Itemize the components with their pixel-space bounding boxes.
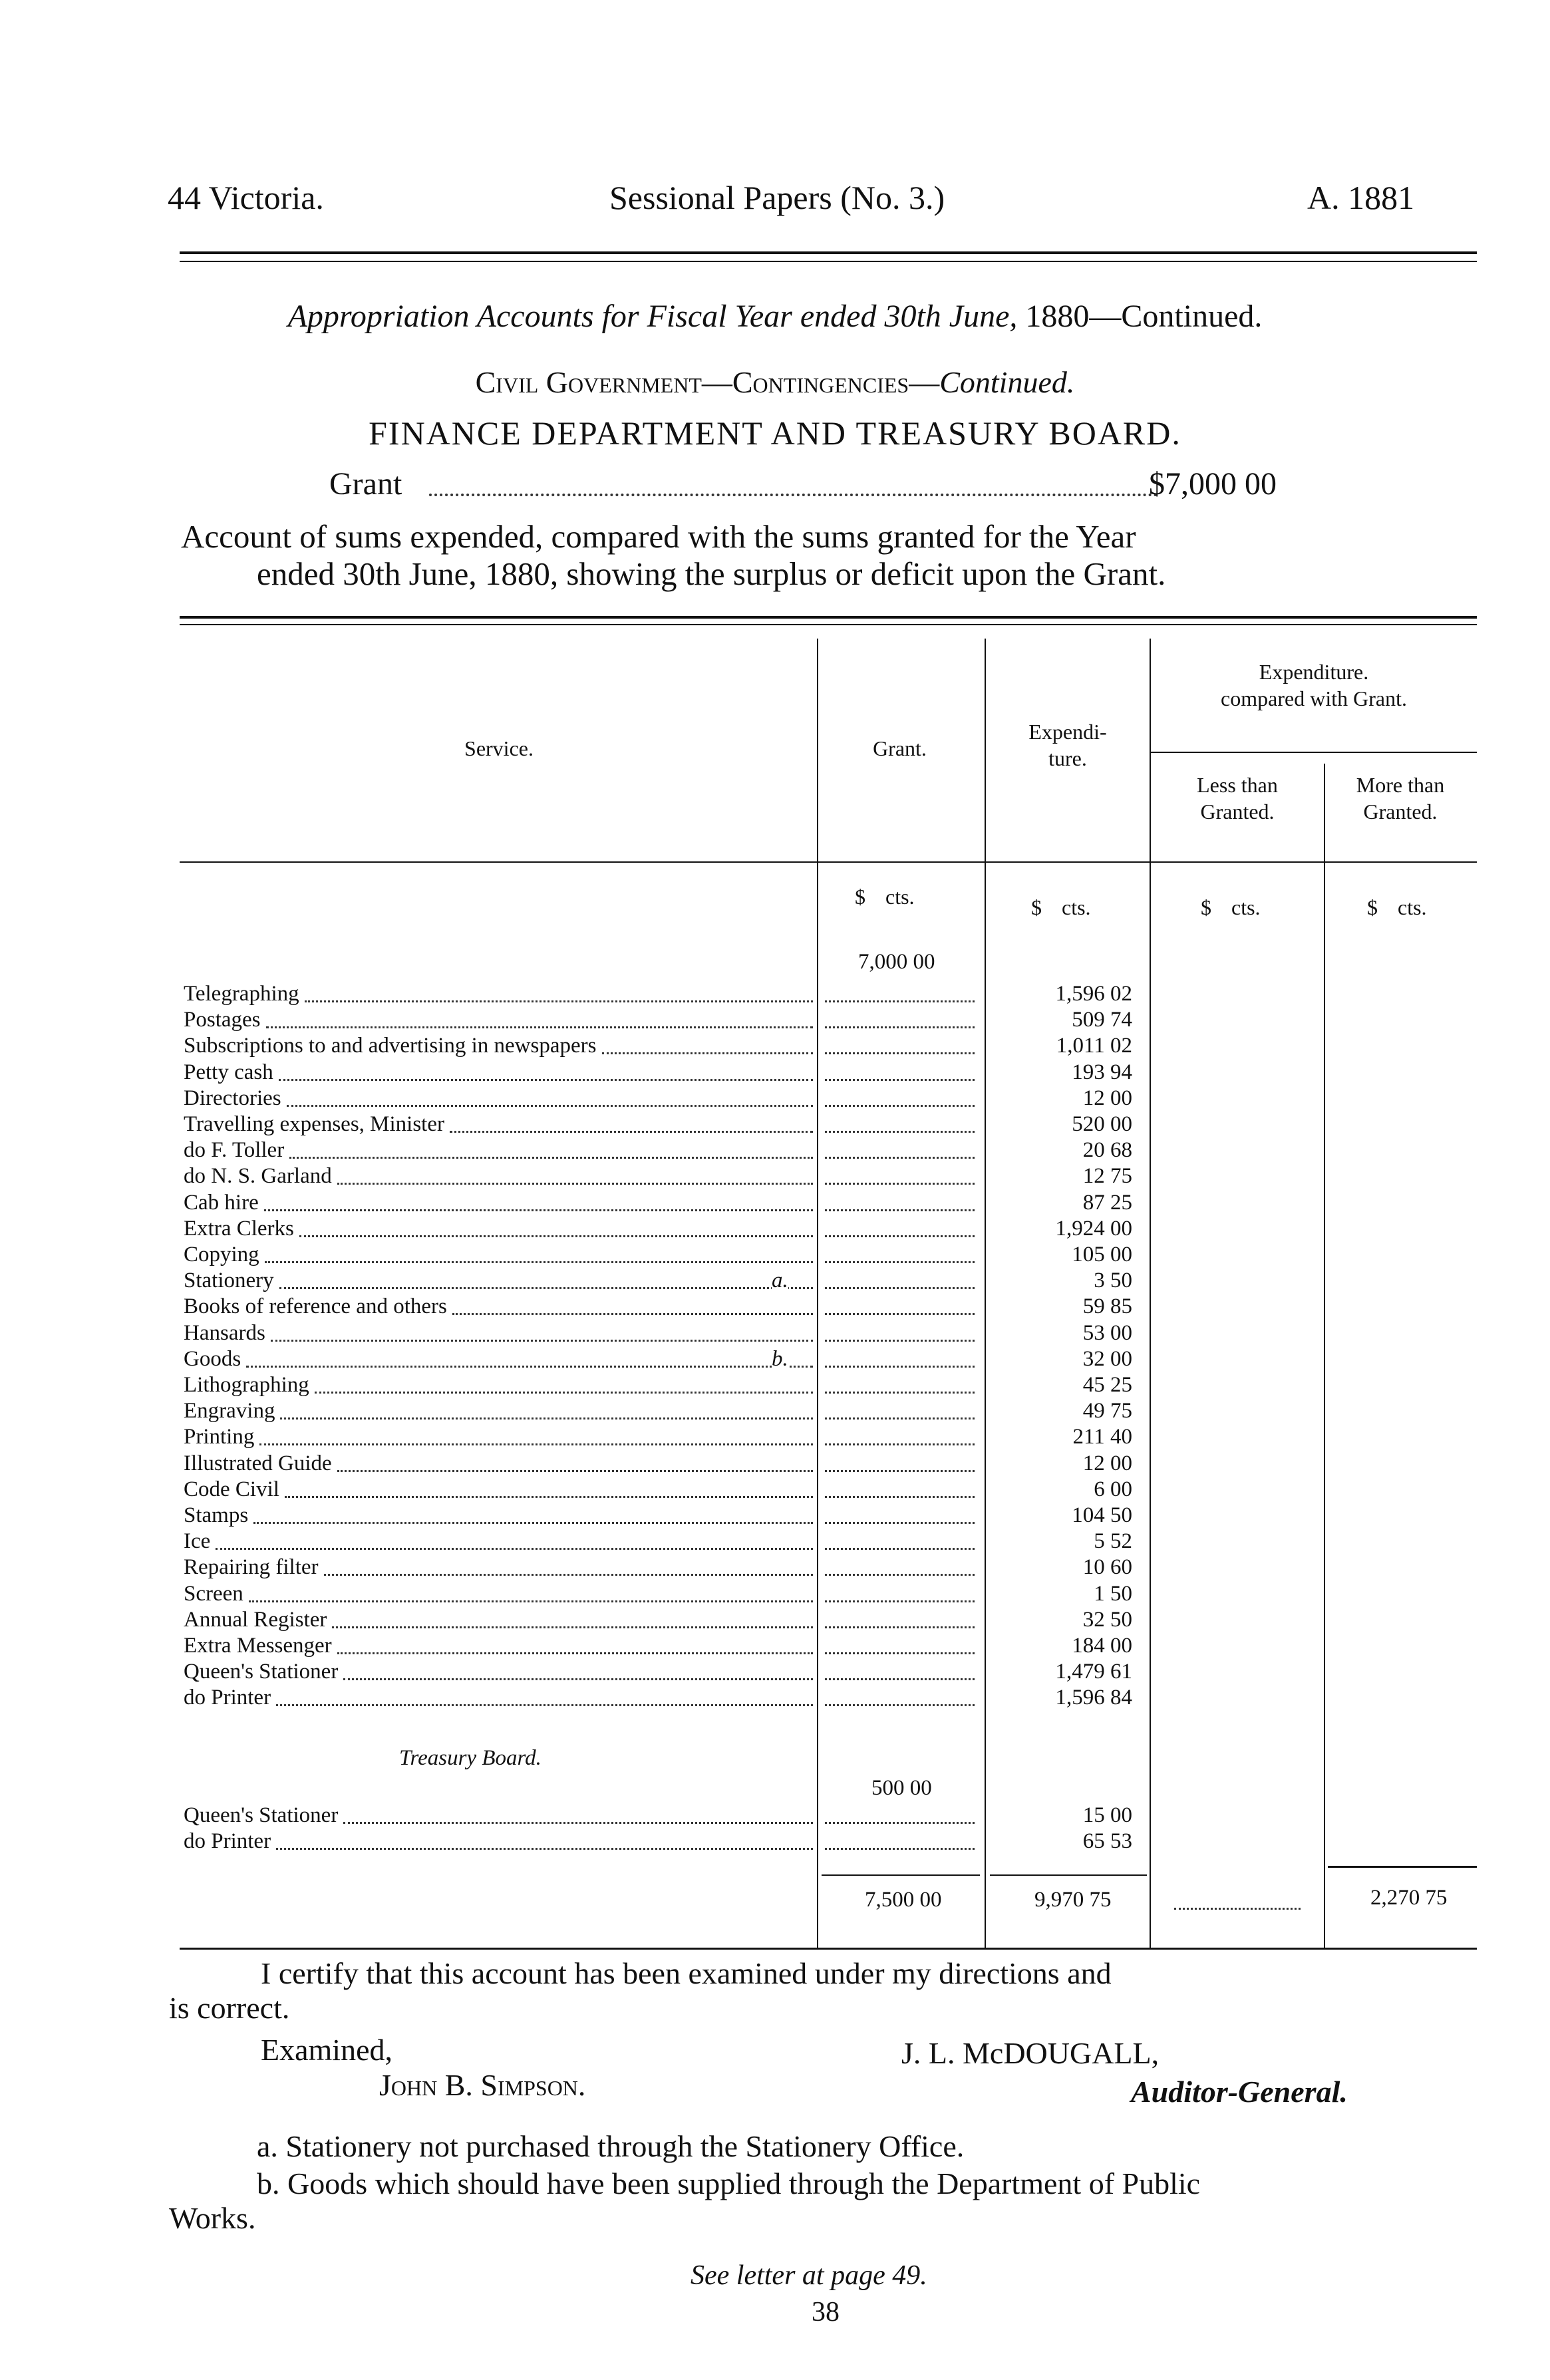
service-label: Petty cash [184,1060,273,1084]
grant-leader-dots [825,1574,975,1576]
expenditure-value: 193 94 [1072,1060,1132,1084]
grant-leader-dots [825,1626,975,1628]
finance-row [0,1373,1550,1399]
grant-leader-dots [825,1287,975,1289]
units-grant: $ cts. [855,885,915,909]
leader-dots [259,1443,813,1445]
leader-dots [289,1157,813,1159]
treasury-row [0,1829,1550,1855]
finance-row [0,1086,1550,1112]
expenditure-value: 32 00 [1082,1346,1132,1371]
finance-row [0,1138,1550,1164]
header-grant: Grant. [873,736,927,760]
service-label: Travelling expenses, Minister [184,1112,444,1136]
finance-row [0,1268,1550,1294]
header-more-than-granted: More than Granted. [1356,773,1445,823]
service-label: Queen's Stationer [184,1660,339,1684]
footnote-marker: b. [772,1346,788,1371]
header-compared: Expenditure. compared with Grant. [1221,660,1407,710]
leader-dots [602,1052,813,1054]
service-label: Cab hire [184,1190,259,1215]
leader-dots [276,1848,813,1850]
grant-leader-dots [825,1105,975,1107]
expenditure-value: 1,479 61 [1055,1660,1132,1684]
header-service: Service. [464,736,534,760]
service-label: do F. Toller [184,1138,285,1163]
leader-dots [271,1340,813,1342]
expenditure-value: 32 50 [1082,1607,1132,1632]
grant-leader-dots [825,1704,975,1706]
service-label: Code Civil [184,1477,279,1501]
expenditure-value: 10 60 [1082,1555,1132,1580]
totals-rule-more [1328,1866,1477,1868]
expenditure-value: 45 25 [1082,1373,1132,1397]
leader-dots [265,1261,813,1263]
leader-dots [324,1574,813,1576]
compared-subrule [1150,752,1477,753]
grant-leader-dots [825,1340,975,1342]
finance-row [0,1686,1550,1711]
grant-leader-dots [825,1079,975,1081]
service-label: Extra Clerks [184,1216,294,1241]
leader-dots [253,1522,813,1524]
service-label: Printing [184,1425,255,1449]
expenditure-value: 53 00 [1082,1320,1132,1345]
leader-dots [337,1183,813,1185]
service-label: Annual Register [184,1607,327,1632]
units-less: $ cts. [1201,895,1261,919]
finance-row [0,1634,1550,1660]
service-label: Goods [184,1346,241,1371]
service-label: Stamps [184,1503,249,1527]
finance-row [0,1582,1550,1608]
grant-leader-dots [825,1209,975,1211]
leader-dots [246,1366,813,1368]
finance-row [0,1399,1550,1425]
header-bottom-rule [180,861,1477,863]
leader-dots [264,1209,813,1211]
auditor-name: J. L. McDOUGALL, [901,2036,1160,2070]
grant-leader-dots [825,1157,975,1159]
expenditure-value: 1,924 00 [1055,1216,1132,1241]
grant-treasury-amount: 500 00 [871,1776,932,1800]
certify-line2: is correct. [169,1991,290,2025]
service-label: Copying [184,1243,259,1266]
service-label: Postages [184,1008,261,1032]
grant-leader-dots [825,1235,975,1237]
service-label: Repairing filter [184,1555,319,1580]
total-grant: 7,500 00 [865,1888,942,1912]
leader-dots [343,1822,813,1824]
service-label: Directories [184,1086,281,1110]
header-year: A. 1881 [1307,179,1415,216]
leader-dots [279,1079,813,1081]
finance-row [0,1112,1550,1138]
header-sessional-papers: Sessional Papers (No. 3.) [609,179,945,216]
expenditure-value: 1,596 02 [1055,982,1132,1006]
grant-leader-dots [825,1652,975,1654]
header-less-than-granted: Less than Granted. [1197,773,1278,823]
leader-dots [305,1000,813,1002]
grant-leader-dots [825,1417,975,1419]
finance-row [0,1008,1550,1034]
finance-row [0,1060,1550,1086]
footnote-marker: a. [772,1268,788,1293]
units-more: $ cts. [1367,895,1427,919]
header-rule-top [180,251,1477,254]
finance-row [0,1217,1550,1243]
grant-leader-dots [825,1026,975,1028]
grant-finance-amount: 7,000 00 [858,950,935,974]
grant-leader-dots [825,1678,975,1680]
note-b-line2: Works. [169,2201,256,2235]
appropriation-title-plain: 1880—Continued. [1025,299,1263,334]
leader-dots [279,1287,813,1289]
leader-dots [332,1626,813,1628]
service-label: Hansards [184,1320,265,1345]
service-label: Extra Messenger [184,1634,332,1658]
auditor-title: Auditor-General. [1131,2075,1348,2109]
finance-row [0,1477,1550,1503]
expenditure-value: 12 00 [1082,1086,1132,1110]
grant-leader-dots [825,1470,975,1472]
expenditure-value: 520 00 [1072,1112,1132,1136]
grant-leader-dots [825,1822,975,1824]
leader-dots [315,1392,813,1394]
see-letter: See letter at page 49. [691,2260,927,2291]
expenditure-value: 1,011 02 [1056,1034,1132,1058]
section-subtitle [0,365,1550,400]
grant-leader-dots [825,1443,975,1445]
finance-row [0,1555,1550,1581]
leader-dots [266,1026,813,1028]
finance-row [0,1503,1550,1529]
header-rule-bottom [180,261,1477,262]
finance-row [0,1191,1550,1217]
service-label: Screen [184,1581,243,1606]
finance-row [0,1451,1550,1477]
treasury-heading: Treasury Board. [399,1746,542,1770]
grant-leader-dots [825,1366,975,1368]
grant-line [329,466,1327,502]
totals-rule-grant [822,1874,980,1876]
grant-leader-dots [825,1600,975,1602]
finance-row [0,1321,1550,1347]
table-rule-bottom [180,1948,1477,1950]
note-a: a. Stationery not purchased through the Stationery Office. [257,2129,965,2163]
expenditure-value: 15 00 [1082,1803,1132,1827]
service-label: Queen's Stationer [184,1803,339,1827]
finance-row [0,1347,1550,1373]
expenditure-value: 104 50 [1072,1503,1132,1527]
section-subtitle-caps: Civil Government—Contingencies— [475,365,940,399]
expenditure-value: 49 75 [1082,1399,1132,1423]
leader-dots [287,1105,813,1107]
leader-dots [276,1704,813,1706]
leader-dots [452,1313,813,1315]
table-rule-top2 [180,624,1477,625]
examined-label: Examined, [261,2033,392,2067]
appropriation-title-italic: Appropriation Accounts for Fiscal Year ended 30th June, [287,299,1018,334]
expenditure-value: 211 40 [1072,1425,1132,1449]
service-label: Illustrated Guide [184,1451,332,1475]
units-expenditure: $ cts. [1031,895,1091,919]
expenditure-value: 3 50 [1094,1268,1132,1293]
treasury-row [0,1803,1550,1829]
leader-dots [337,1470,813,1472]
header-expenditure: Expendi- ture. [1028,720,1107,770]
account-description-line2: ended 30th June, 1880, showing the surplus or deficit upon the Grant. [257,555,1166,592]
examiner-name: John B. Simpson. [379,2068,586,2102]
leader-dots [280,1417,813,1419]
expenditure-value: 184 00 [1072,1634,1132,1658]
expenditure-value: 1,596 84 [1055,1686,1132,1710]
leader-dots [285,1496,813,1498]
department-title: FINANCE DEPARTMENT AND TREASURY BOARD. [369,414,1181,452]
service-label: do N. S. Garland [184,1164,332,1189]
note-b-line1: b. Goods which should have been supplied through the Department of Public [257,2166,1201,2200]
total-expenditure: 9,970 75 [1034,1888,1112,1912]
finance-row [0,1164,1550,1190]
finance-row [0,1608,1550,1634]
service-label: Subscriptions to and advertising in newspapers [184,1034,597,1058]
total-less-dots [1174,1908,1301,1910]
expenditure-value: 12 00 [1082,1451,1132,1475]
service-label: Lithographing [184,1373,309,1397]
finance-row [0,1529,1550,1555]
expenditure-value: 20 68 [1082,1138,1132,1163]
service-label: Telegraphing [184,982,299,1006]
finance-row [0,1660,1550,1686]
header-volume: 44 Victoria. [168,179,324,216]
grant-leader-dots [825,1261,975,1263]
total-more: 2,270 75 [1370,1886,1448,1910]
service-label: Stationery [184,1268,274,1293]
grant-amount: $7,000 00 [1149,466,1277,502]
leader-dots [249,1600,813,1602]
finance-row [0,1425,1550,1451]
expenditure-value: 87 25 [1082,1190,1132,1215]
grant-leader-dots [825,1000,975,1002]
appropriation-title [0,298,1550,335]
expenditure-value: 105 00 [1072,1243,1132,1266]
grant-leader-dots [825,1848,975,1850]
service-label: do Printer [184,1829,271,1854]
grant-leader-dots [825,1183,975,1185]
grant-leader-dots [825,1313,975,1315]
finance-row [0,1294,1550,1320]
leader-dots [216,1548,813,1550]
finance-row [0,1034,1550,1060]
expenditure-value: 59 85 [1082,1294,1132,1319]
grant-leader-dots [825,1522,975,1524]
grant-leader-dots [825,1496,975,1498]
expenditure-value: 1 50 [1094,1581,1132,1606]
leader-dots [450,1131,813,1133]
leader-dots [337,1652,813,1654]
finance-row [0,1243,1550,1268]
grant-leader-dots [825,1052,975,1054]
leader-dots [299,1235,813,1237]
service-label: Engraving [184,1399,275,1423]
totals-rule-exp [990,1874,1147,1876]
expenditure-value: 509 74 [1072,1008,1132,1032]
certify-line1: I certify that this account has been examined under my directions and [261,1956,1112,1990]
expenditure-value: 6 00 [1094,1477,1132,1501]
finance-row [0,982,1550,1008]
account-description-line1: Account of sums expended, compared with the sums granted for the Year [181,518,1136,555]
service-label: Ice [184,1529,211,1554]
service-label: Books of reference and others [184,1294,447,1319]
grant-label: Grant [329,466,402,502]
service-label: do Printer [184,1686,271,1710]
section-subtitle-italic: Continued. [939,365,1075,399]
page-number: 38 [812,2297,840,2327]
leader-dots [343,1678,813,1680]
table-rule-top [180,616,1477,619]
grant-leader-dots [825,1131,975,1133]
expenditure-value: 65 53 [1082,1829,1132,1854]
grant-leader-dots [825,1548,975,1550]
expenditure-value: 5 52 [1094,1529,1132,1554]
grant-dots [429,494,1158,496]
grant-leader-dots [825,1392,975,1394]
expenditure-value: 12 75 [1082,1164,1132,1189]
